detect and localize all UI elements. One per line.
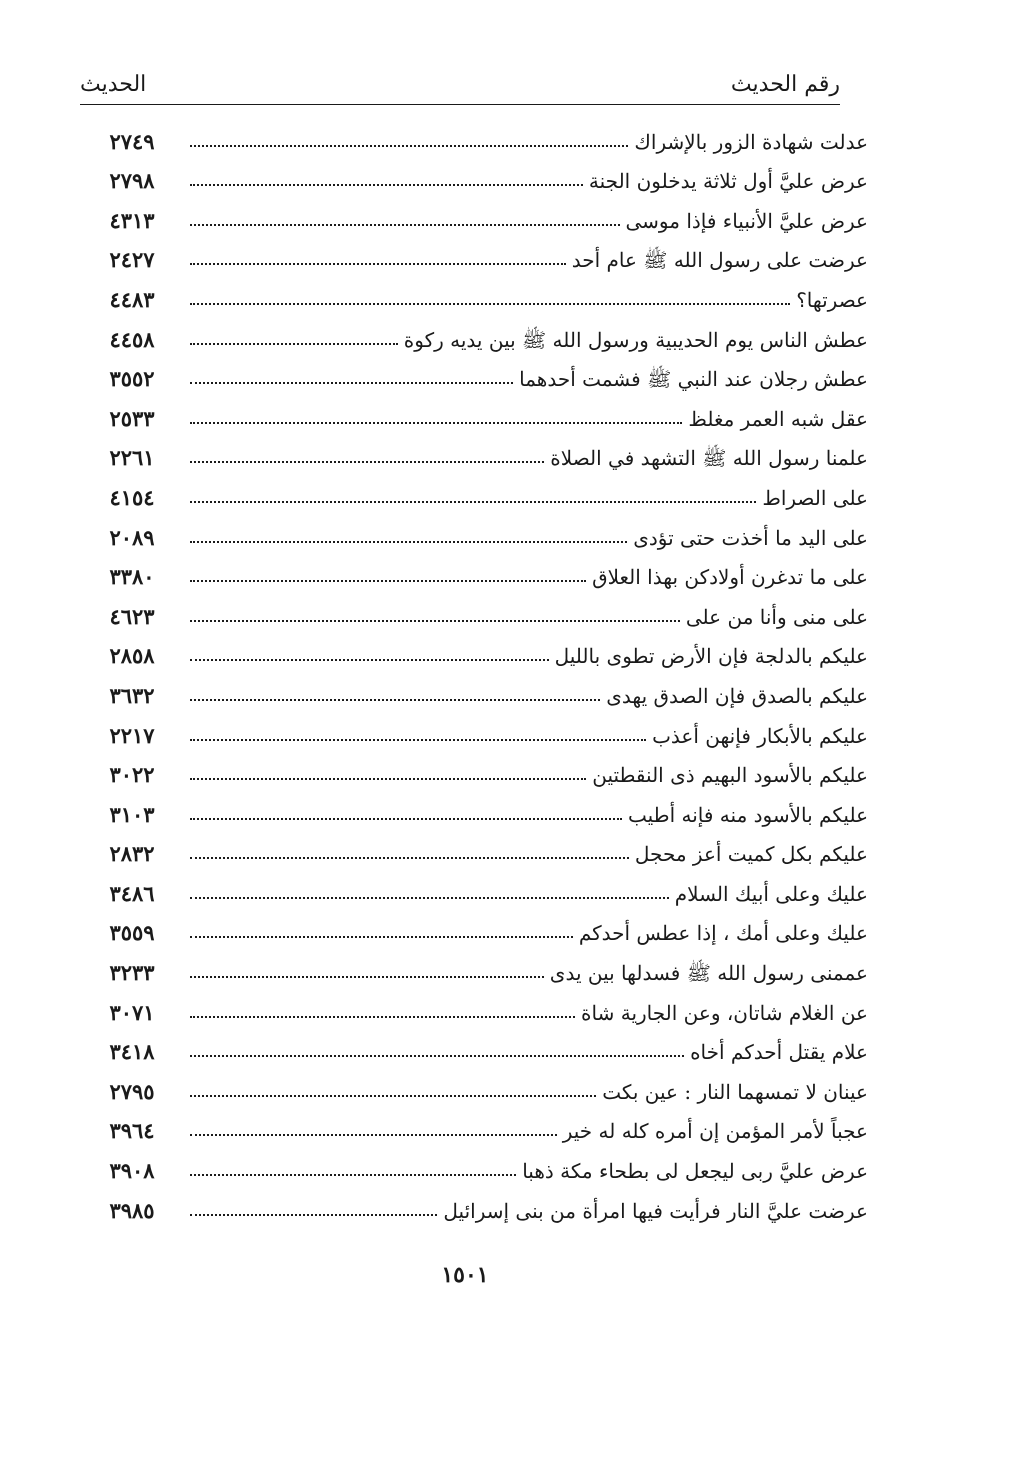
hadith-number: ٣٤١٨ [109, 1039, 155, 1065]
dot-leader [190, 1016, 575, 1018]
dot-leader [190, 936, 573, 938]
dot-leader [190, 382, 513, 384]
hadith-number: ٢٧٤٩ [109, 128, 155, 154]
hadith-number: ٤٤٨٣ [109, 286, 155, 312]
dot-leader [190, 145, 628, 147]
index-entry [100, 910, 868, 950]
dot-leader [190, 857, 629, 859]
hadith-index-list [100, 118, 868, 1227]
hadith-number: ٤٣١٣ [109, 207, 155, 233]
hadith-text: عطش الناس يوم الحديبية ورسول الله ﷺ بين يديه ركوة [403, 327, 868, 352]
index-entry [100, 1147, 868, 1187]
index-entry [100, 791, 868, 831]
dot-leader [190, 263, 566, 265]
hadith-text: عرض عليَّ الأنبياء فإذا موسى [625, 208, 868, 233]
hadith-number: ٣٥٥٢ [109, 366, 155, 392]
hadith-text: عرضت على رسول الله ﷺ عام أحد [571, 248, 868, 273]
index-entry [100, 276, 868, 316]
dot-leader [190, 1134, 557, 1136]
hadith-number: ٢٧٩٥ [109, 1078, 155, 1104]
hadith-text: عرضت عليَّ النار فرأيت فيها امرأة من بنى إسرائيل [443, 1198, 868, 1223]
dot-leader [190, 1214, 437, 1216]
hadith-number: ٢٨٥٨ [109, 643, 155, 669]
index-entry [100, 989, 868, 1029]
dot-leader [190, 778, 586, 780]
index-entry [100, 712, 868, 752]
dot-leader [190, 1174, 516, 1176]
dot-leader [190, 184, 583, 186]
hadith-text: عن الغلام شاتان، وعن الجارية شاة [581, 1000, 868, 1025]
index-entry [100, 395, 868, 435]
hadith-number: ٣٢٣٣ [109, 960, 155, 986]
index-entry [100, 158, 868, 198]
hadith-text: عدلت شهادة الزور بالإشراك [634, 129, 868, 154]
hadith-number: ٤٦٢٣ [109, 603, 155, 629]
dot-leader [190, 1095, 596, 1097]
index-entry [100, 356, 868, 396]
index-entry [100, 1187, 868, 1227]
hadith-number: ٢٥٣٣ [109, 405, 155, 431]
index-entry [100, 831, 868, 871]
hadith-text: على ما تدغرن أولادكن بهذا العلاق [592, 565, 868, 590]
dot-leader [190, 580, 586, 582]
hadith-text: عليكم بالأسود البهيم ذى النقطتين [592, 763, 868, 788]
hadith-text: عطش رجلان عند النبي ﷺ فشمت أحدهما [519, 367, 868, 392]
dot-leader [190, 897, 669, 899]
dot-leader [190, 699, 600, 701]
hadith-number: ٢٧٩٨ [109, 168, 155, 194]
index-entry [100, 514, 868, 554]
page-number: ١٥٠١ [441, 1262, 489, 1288]
index-entry [100, 1068, 868, 1108]
hadith-number: ٢٨٣٢ [109, 841, 155, 867]
hadith-text: علام يقتل أحدكم أخاه [690, 1040, 868, 1065]
hadith-number: ٢٠٨٩ [109, 524, 155, 550]
page-header [80, 66, 840, 102]
hadith-text: عممنى رسول الله ﷺ فسدلها بين يدى [549, 961, 868, 986]
dot-leader [190, 739, 646, 741]
hadith-column-heading: الحديث [80, 71, 147, 97]
hadith-text: عليك وعلى أبيك السلام [674, 881, 868, 906]
hadith-text: عليكم بكل كميت أعز محجل [634, 842, 868, 867]
hadith-text: عقل شبه العمر مغلظ [688, 406, 868, 431]
hadith-text: عرض عليَّ ربى ليجعل لى بطحاء مكة ذهبا [522, 1159, 868, 1184]
index-entry [100, 316, 868, 356]
hadith-number: ٣٣٨٠ [109, 564, 155, 590]
index-entry [100, 118, 868, 158]
index-entry [100, 870, 868, 910]
hadith-text: عجباً لأمر المؤمن إن أمره كله له خير [562, 1119, 868, 1144]
hadith-number: ٤١٥٤ [109, 484, 155, 510]
index-entry [100, 1029, 868, 1069]
hadith-text: عرض عليَّ أول ثلاثة يدخلون الجنة [588, 169, 868, 194]
index-entry [100, 1108, 868, 1148]
hadith-number: ٣٠٢٢ [109, 762, 155, 788]
hadith-number: ٤٤٥٨ [109, 326, 155, 352]
hadith-number: ٣٩٠٨ [109, 1158, 155, 1184]
hadith-number: ٣٩٦٤ [109, 1118, 155, 1144]
index-entry [100, 949, 868, 989]
hadith-number: ٣٩٨٥ [109, 1197, 155, 1223]
dot-leader [190, 501, 756, 503]
hadith-text: عينان لا تمسهما النار : عين بكت [602, 1079, 868, 1104]
hadith-number: ٣١٠٣ [109, 801, 155, 827]
dot-leader [190, 818, 622, 820]
header-rule [80, 104, 840, 105]
hadith-number: ٣٤٨٦ [109, 880, 155, 906]
hadith-text: عليك وعلى أمك ، إذا عطس أحدكم [578, 921, 868, 946]
hadith-text: علمنا رسول الله ﷺ التشهد في الصلاة [550, 446, 868, 471]
index-entry [100, 237, 868, 277]
hadith-number: ٢٤٢٧ [109, 247, 155, 273]
dot-leader [190, 343, 398, 345]
dot-leader [190, 1055, 684, 1057]
hadith-text: على الصراط [762, 485, 868, 510]
hadith-text: عليكم بالأسود منه فإنه أطيب [628, 802, 868, 827]
hadith-text: على اليد ما أخذت حتى تؤدى [633, 525, 868, 550]
index-entry [100, 752, 868, 792]
dot-leader [190, 620, 680, 622]
index-entry [100, 197, 868, 237]
index-entry [100, 593, 868, 633]
hadith-number: ٣٥٥٩ [109, 920, 155, 946]
hadith-text: على منى وأنا من على [685, 604, 868, 629]
dot-leader [190, 976, 544, 978]
hadith-text: عليكم بالصدق فإن الصدق يهدى [606, 683, 868, 708]
dot-leader [190, 303, 790, 305]
dot-leader [190, 659, 549, 661]
index-entry [100, 633, 868, 673]
hadith-number: ٣٦٣٢ [109, 682, 155, 708]
dot-leader [190, 541, 627, 543]
hadith-text: عليكم بالدلجة فإن الأرض تطوى بالليل [554, 644, 868, 669]
index-entry [100, 672, 868, 712]
hadith-number: ٢٢١٧ [109, 722, 155, 748]
hadith-number: ٢٢٦١ [109, 445, 155, 471]
hadith-text: عصرتها؟ [796, 287, 868, 312]
hadith-number: ٣٠٧١ [109, 999, 155, 1025]
dot-leader [190, 461, 544, 463]
index-entry [100, 474, 868, 514]
index-entry [100, 435, 868, 475]
hadith-number-column-heading: رقم الحديث [730, 71, 840, 97]
dot-leader [190, 422, 682, 424]
index-entry [100, 554, 868, 594]
dot-leader [190, 224, 620, 226]
hadith-text: عليكم بالأبكار فإنهن أعذب [652, 723, 868, 748]
